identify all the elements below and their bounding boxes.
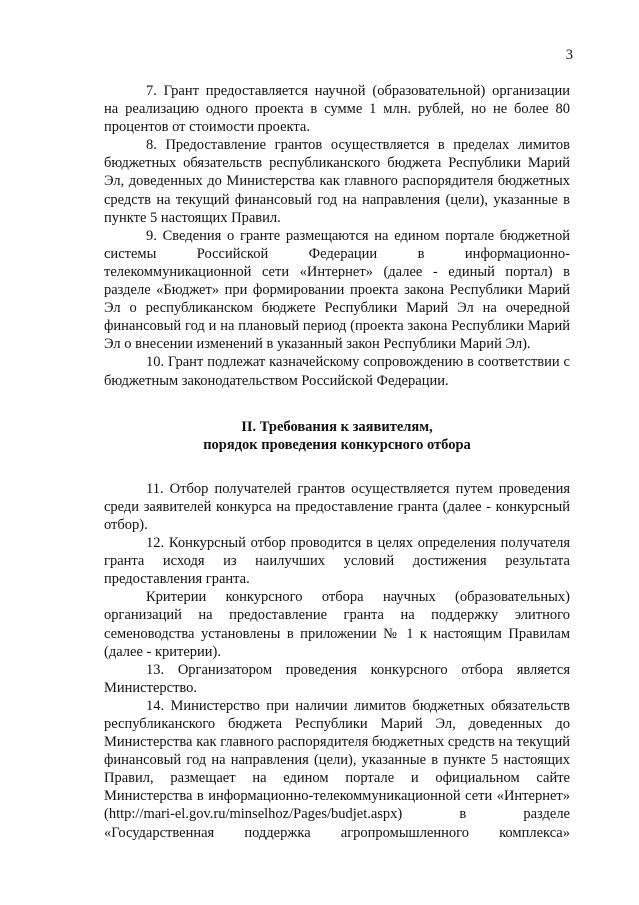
paragraph-9: 9. Сведения о гранте размещаются на едином портале бюджетной системы Российской Федерации в информационно-телекоммуникационной сети «Интернет» (далее - единый портал) в разделе «Бюджет» при формировании проекта закона Республики Марий Эл о республиканском бюджете Республики Марий Эл на очередной финансовый год и на плановый период (проекта закона Республики Марий Эл о внесении изменений в указанный закон Республики Марий Эл). bbox=[104, 227, 570, 353]
section-heading bbox=[104, 418, 570, 454]
paragraph-13: 13. Организатором проведения конкурсного отбора является Министерство. bbox=[104, 661, 570, 696]
paragraph-12: 12. Конкурсный отбор проводится в целях определения получателя гранта исходя из наилучших условий достижения результата предоставления гранта. bbox=[104, 535, 570, 588]
page-number: 3 bbox=[565, 47, 573, 63]
paragraph-8: 8. Предоставление грантов осуществляется в пределах лимитов бюджетных обязательств республиканского бюджета Республики Марий Эл, доведенных до Министерства как главного распорядителя бюджетных средств на текущий финансовый год на направления (цели), указанные в пункте 5 настоящих Правил. bbox=[104, 137, 570, 226]
paragraph-7: 7. Грант предоставляется научной (образовательной) организации на реализацию одного проекта в сумме 1 млн. рублей, но не более 80 процентов от стоимости проекта. bbox=[104, 83, 570, 136]
paragraph-10: 10. Грант подлежат казначейскому сопровождению в соответствии с бюджетным законодательством Российской Федерации. bbox=[104, 354, 570, 389]
paragraph-11: 11. Отбор получателей грантов осуществляется путем проведения среди заявителей конкурса на предоставление гранта (далее - конкурсный отбор). bbox=[104, 480, 570, 533]
document-body bbox=[104, 82, 570, 842]
paragraph-criteria: Критерии конкурсного отбора научных (образовательных) организаций на предоставление гранта на поддержку элитного семеноводства установлены в приложении № 1 к настоящим Правилам (далее - критерии). bbox=[104, 589, 570, 660]
section-heading-line-1: II. Требования к заявителям, bbox=[241, 418, 433, 435]
paragraph-14: 14. Министерство при наличии лимитов бюджетных обязательств республиканского бюджета Республики Марий Эл, доведенных до Министерства как главного распорядителя бюджетных средств на текущий финансовый год на направления (цели), указанные в пункте 5 настоящих Правил, размещает на едином портале и официальном сайте Министерства в информационно-телекоммуникационной сети «Интернет» (http://mari-el.gov.ru/minselhoz/Pages/budjet.aspx) в разделе «Государственная поддержка агропромышленного комплекса» bbox=[104, 697, 570, 841]
section-heading-line-2: порядок проведения конкурсного отбора bbox=[203, 436, 471, 453]
